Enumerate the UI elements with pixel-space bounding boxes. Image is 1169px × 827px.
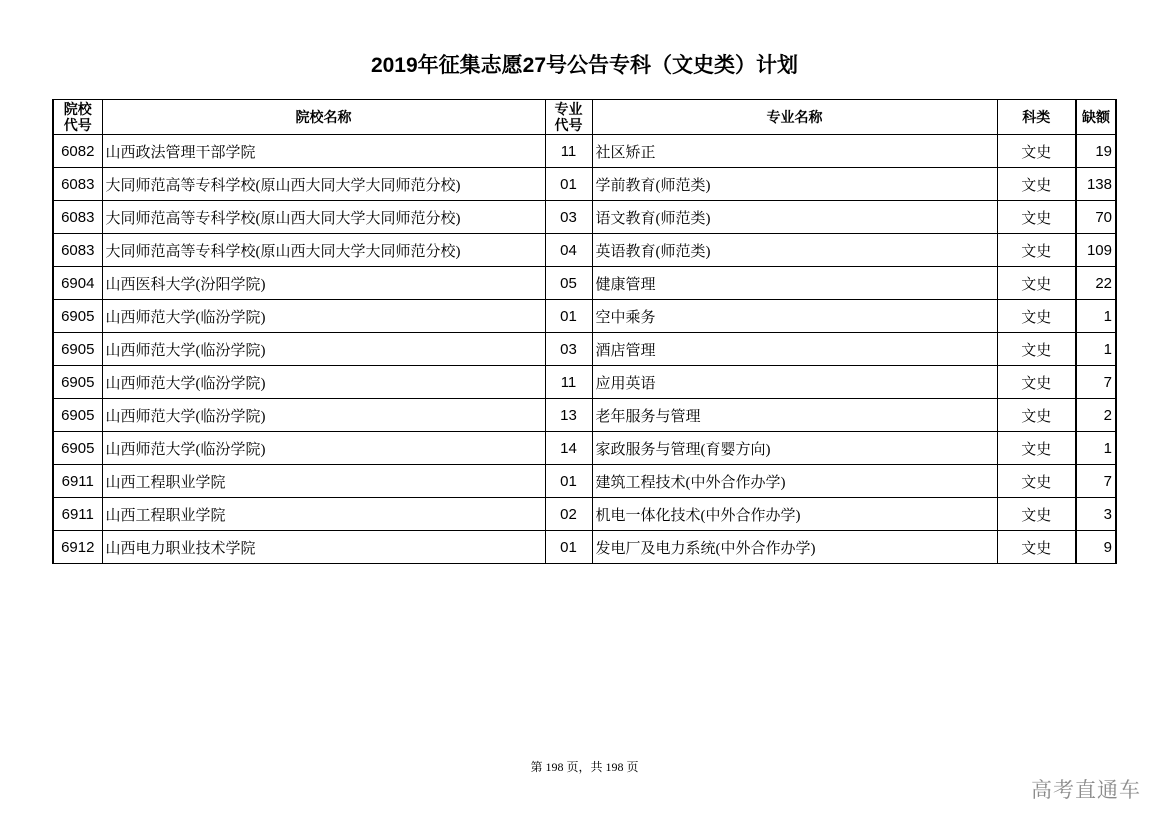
- table-row: [53, 366, 1116, 399]
- cell-vacancy: 3: [1076, 498, 1116, 531]
- cell-major-code: 01: [545, 168, 592, 201]
- header-major-name: 专业名称: [592, 100, 997, 135]
- cell-vacancy: 1: [1076, 333, 1116, 366]
- table-row: [53, 465, 1116, 498]
- table-row: [53, 234, 1116, 267]
- cell-vacancy: 19: [1076, 135, 1116, 168]
- cell-school-code: 6083: [53, 234, 102, 267]
- cell-school-name: 山西师范大学(临汾学院): [102, 399, 545, 432]
- table-header-row: [53, 100, 1116, 135]
- cell-major-name: 家政服务与管理(育婴方向): [592, 432, 997, 465]
- cell-major-code: 13: [545, 399, 592, 432]
- cell-school-code: 6905: [53, 366, 102, 399]
- cell-vacancy: 70: [1076, 201, 1116, 234]
- watermark-logo: 高考直通车: [1031, 778, 1141, 802]
- cell-major-name: 学前教育(师范类): [592, 168, 997, 201]
- cell-vacancy: 9: [1076, 531, 1116, 564]
- cell-vacancy: 22: [1076, 267, 1116, 300]
- header-major-code: [545, 100, 592, 135]
- cell-school-code: 6083: [53, 168, 102, 201]
- cell-major-code: 04: [545, 234, 592, 267]
- cell-category: 文史: [997, 366, 1076, 399]
- table-body: [53, 135, 1116, 564]
- cell-major-code: 11: [545, 135, 592, 168]
- header-school-code: [53, 100, 102, 135]
- cell-school-name: 山西工程职业学院: [102, 465, 545, 498]
- cell-major-code: 05: [545, 267, 592, 300]
- page-title: 2019年征集志愿27号公告专科（文史类）计划: [370, 54, 799, 77]
- table-row: [53, 333, 1116, 366]
- cell-category: 文史: [997, 201, 1076, 234]
- cell-vacancy: 7: [1076, 366, 1116, 399]
- cell-category: 文史: [997, 432, 1076, 465]
- header-school-code-text: 院校代号: [63, 101, 92, 133]
- cell-category: 文史: [997, 531, 1076, 564]
- table-row: [53, 168, 1116, 201]
- cell-school-name: 大同师范高等专科学校(原山西大同大学大同师范分校): [102, 201, 545, 234]
- cell-school-code: 6905: [53, 432, 102, 465]
- table-row: [53, 135, 1116, 168]
- table-row: [53, 399, 1116, 432]
- cell-category: 文史: [997, 465, 1076, 498]
- cell-major-name: 酒店管理: [592, 333, 997, 366]
- cell-school-name: 山西工程职业学院: [102, 498, 545, 531]
- admission-plan-table: [52, 99, 1117, 564]
- cell-major-name: 英语教育(师范类): [592, 234, 997, 267]
- cell-category: 文史: [997, 168, 1076, 201]
- cell-school-name: 山西师范大学(临汾学院): [102, 366, 545, 399]
- cell-school-name: 大同师范高等专科学校(原山西大同大学大同师范分校): [102, 234, 545, 267]
- cell-category: 文史: [997, 135, 1076, 168]
- cell-school-name: 山西电力职业技术学院: [102, 531, 545, 564]
- cell-major-code: 03: [545, 201, 592, 234]
- cell-category: 文史: [997, 267, 1076, 300]
- cell-major-name: 建筑工程技术(中外合作办学): [592, 465, 997, 498]
- table-row: [53, 432, 1116, 465]
- cell-major-name: 发电厂及电力系统(中外合作办学): [592, 531, 997, 564]
- cell-major-name: 应用英语: [592, 366, 997, 399]
- cell-vacancy: 1: [1076, 300, 1116, 333]
- cell-major-name: 健康管理: [592, 267, 997, 300]
- cell-school-code: 6911: [53, 465, 102, 498]
- cell-school-name: 山西医科大学(汾阳学院): [102, 267, 545, 300]
- cell-category: 文史: [997, 234, 1076, 267]
- cell-major-name: 老年服务与管理: [592, 399, 997, 432]
- table-row: [53, 267, 1116, 300]
- header-major-code-text: 专业代号: [554, 101, 583, 133]
- cell-school-name: 山西师范大学(临汾学院): [102, 432, 545, 465]
- cell-major-code: 01: [545, 465, 592, 498]
- cell-major-code: 14: [545, 432, 592, 465]
- page-number-footer: 第 198 页，共 198 页: [530, 760, 639, 774]
- cell-category: 文史: [997, 300, 1076, 333]
- cell-vacancy: 2: [1076, 399, 1116, 432]
- cell-school-code: 6083: [53, 201, 102, 234]
- cell-major-code: 01: [545, 300, 592, 333]
- cell-major-code: 02: [545, 498, 592, 531]
- cell-school-code: 6904: [53, 267, 102, 300]
- cell-major-name: 语文教育(师范类): [592, 201, 997, 234]
- cell-school-code: 6912: [53, 531, 102, 564]
- cell-school-code: 6905: [53, 399, 102, 432]
- cell-school-name: 山西师范大学(临汾学院): [102, 300, 545, 333]
- header-category: 科类: [997, 100, 1076, 135]
- table-row: [53, 201, 1116, 234]
- cell-school-code: 6911: [53, 498, 102, 531]
- cell-major-code: 03: [545, 333, 592, 366]
- cell-school-name: 山西师范大学(临汾学院): [102, 333, 545, 366]
- cell-major-code: 01: [545, 531, 592, 564]
- table-row: [53, 300, 1116, 333]
- cell-category: 文史: [997, 333, 1076, 366]
- header-vacancy: 缺额: [1076, 100, 1116, 135]
- cell-school-name: 山西政法管理干部学院: [102, 135, 545, 168]
- cell-major-name: 社区矫正: [592, 135, 997, 168]
- cell-school-name: 大同师范高等专科学校(原山西大同大学大同师范分校): [102, 168, 545, 201]
- cell-school-code: 6905: [53, 333, 102, 366]
- table-row: [53, 498, 1116, 531]
- cell-school-code: 6905: [53, 300, 102, 333]
- cell-vacancy: 138: [1076, 168, 1116, 201]
- cell-category: 文史: [997, 399, 1076, 432]
- cell-major-name: 机电一体化技术(中外合作办学): [592, 498, 997, 531]
- table-row: [53, 531, 1116, 564]
- cell-major-code: 11: [545, 366, 592, 399]
- header-school-name: 院校名称: [102, 100, 545, 135]
- cell-vacancy: 109: [1076, 234, 1116, 267]
- cell-school-code: 6082: [53, 135, 102, 168]
- cell-category: 文史: [997, 498, 1076, 531]
- cell-vacancy: 7: [1076, 465, 1116, 498]
- cell-major-name: 空中乘务: [592, 300, 997, 333]
- cell-vacancy: 1: [1076, 432, 1116, 465]
